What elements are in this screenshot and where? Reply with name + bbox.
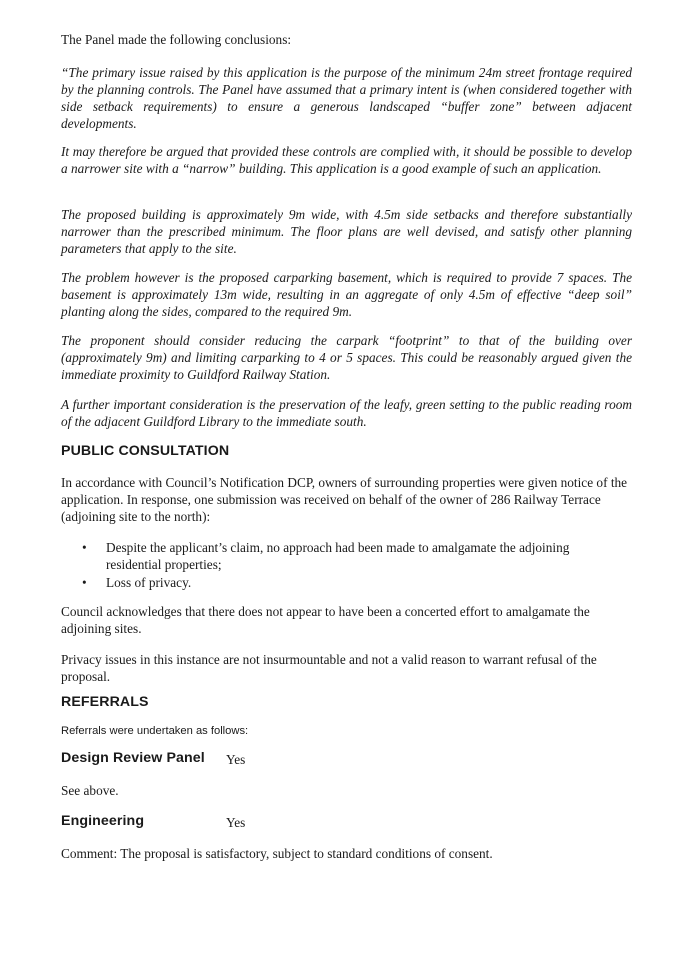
quote-paragraph-4: The problem however is the proposed carparking basement, which is required to provide 7 spaces. The basement is approximately 13m wide, resulting in an aggregate of only 4.5m of effective “deep soil” planting along the sides, compared to the required 9m.: [61, 270, 632, 319]
bullet-icon: •: [82, 575, 87, 590]
submission-bullet-list: [82, 539, 602, 592]
referrals-heading: REFERRALS: [61, 694, 149, 710]
quote-paragraph-5: The proponent should consider reducing the carpark “footprint” to that of the building over (approximately 9m) and limiting carparking to 4 or 5 spaces. This could be reasonably argued given the immediate proximity to Guildford Railway Station.: [61, 333, 632, 382]
referrals-intro: Referrals were undertaken as follows:: [61, 725, 249, 737]
quote-paragraph-2: It may therefore be argued that provided these controls are complied with, it should be possible to develop a narrower site with a “narrow” building. This application is a good example of such an application.: [61, 144, 632, 176]
referral-comment-design-review-panel: See above.: [61, 783, 119, 798]
referral-name-design-review-panel: Design Review Panel: [61, 750, 205, 766]
bullet-icon: •: [82, 540, 87, 555]
council-response-amalgamation: Council acknowledges that there does not appear to have been a concerted effort to amalgamate the adjoining sites.: [61, 604, 590, 636]
referral-value-design-review-panel: Yes: [226, 752, 246, 767]
referral-name-engineering: Engineering: [61, 813, 145, 829]
referral-value-engineering: Yes: [226, 815, 246, 830]
intro-text: The Panel made the following conclusions:: [61, 32, 292, 47]
list-item: [82, 574, 602, 591]
public-consultation-body: In accordance with Council’s Notification DCP, owners of surrounding properties were given notice of the application. In response, one submission was received on behalf of the owner of 286 Railway Terrace (adjoining site to the north):: [61, 475, 628, 524]
quote-paragraph-6: A further important consideration is the preservation of the leafy, green setting to the public reading room of the adjacent Guildford Library to the immediate south.: [61, 397, 632, 429]
public-consultation-heading: PUBLIC CONSULTATION: [61, 443, 230, 459]
council-response-privacy: Privacy issues in this instance are not insurmountable and not a valid reason to warrant refusal of the proposal.: [61, 652, 597, 684]
submission-point-1: Despite the applicant’s claim, no approach had been made to amalgamate the adjoining residential properties;: [106, 540, 570, 572]
list-item: [82, 539, 602, 573]
referral-comment-engineering: Comment: The proposal is satisfactory, subject to standard conditions of consent.: [61, 846, 493, 861]
submission-point-2: Loss of privacy.: [106, 575, 192, 590]
quote-paragraph-3: The proposed building is approximately 9m wide, with 4.5m side setbacks and therefore substantially narrower than the prescribed minimum. The floor plans are well devised, and satisfy other planning parameters that apply to the site.: [61, 207, 632, 256]
quote-paragraph-1: “The primary issue raised by this application is the purpose of the minimum 24m street frontage required by the planning controls. The Panel have assumed that a primary intent is (when considered together with side setback requirements) to ensure a generous landscaped “buffer zone” between adjacent developments.: [61, 65, 632, 131]
